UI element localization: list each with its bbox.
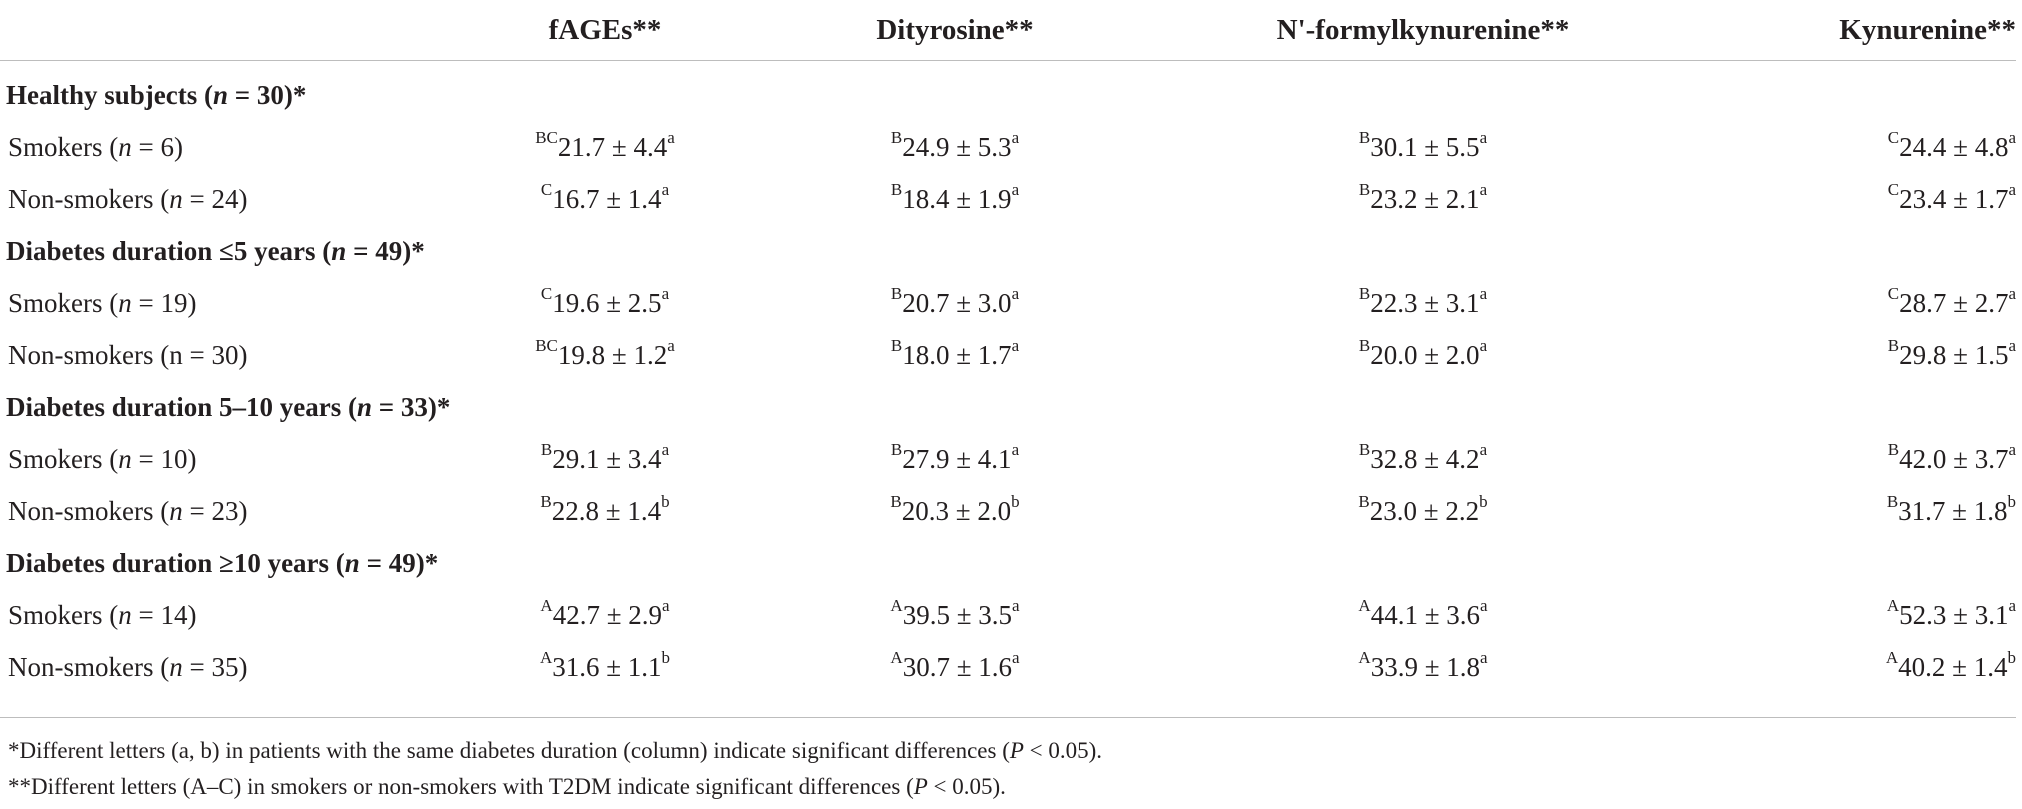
cell-value: 42.0 ± 3.7: [1899, 443, 2009, 474]
row-label-count: = 14): [131, 599, 197, 630]
cell-duration-letter: A: [540, 595, 553, 615]
row-label-count: = 6): [131, 131, 183, 162]
cell-value: 30.7 ± 1.6: [902, 651, 1013, 682]
cell-smoking-letter: a: [662, 595, 670, 615]
cell-n-formylkynurenine: [1130, 485, 1716, 537]
row-label-n: n: [118, 443, 132, 474]
cell-dityrosine: [780, 173, 1130, 225]
cell-duration-letter: B: [890, 127, 903, 147]
group-label-text: Healthy subjects (: [6, 79, 213, 110]
cell-fages: [430, 433, 780, 485]
group-header-row: [0, 381, 2016, 433]
table-body: [0, 61, 2016, 694]
cell-n-formylkynurenine: [1130, 277, 1716, 329]
cell-smoking-letter: a: [2008, 283, 2016, 303]
cell-smoking-letter: b: [1011, 491, 1020, 511]
cell-smoking-letter: a: [1011, 283, 1020, 303]
group-header-row: [0, 61, 2016, 122]
cell-smoking-letter: a: [2008, 179, 2016, 199]
cell-duration-letter: A: [1886, 595, 1900, 615]
cell-value: 32.8 ± 4.2: [1370, 443, 1480, 474]
cell-duration-letter: B: [540, 491, 552, 511]
row-label: [0, 589, 430, 641]
table-row: [0, 121, 2016, 173]
cell-smoking-letter: a: [2008, 595, 2016, 615]
cell-duration-letter: B: [890, 491, 902, 511]
group-header-row: [0, 225, 2016, 277]
cell-duration-letter: B: [1358, 283, 1371, 303]
group-label: [0, 381, 2016, 433]
cell-duration-letter: B: [1358, 439, 1371, 459]
cell-value: 33.9 ± 1.8: [1370, 651, 1481, 682]
cell-n-formylkynurenine: [1130, 641, 1716, 693]
cell-smoking-letter: a: [2008, 127, 2016, 147]
column-header-kynurenine: Kynurenine**: [1716, 0, 2016, 61]
row-label: [0, 485, 430, 537]
cell-smoking-letter: a: [1480, 595, 1488, 615]
cell-value: 20.0 ± 2.0: [1370, 339, 1480, 370]
cell-value: 16.7 ± 1.4: [552, 183, 662, 214]
cell-value: 28.7 ± 2.7: [1899, 287, 2009, 318]
cell-n-formylkynurenine: [1130, 433, 1716, 485]
row-label: [0, 433, 430, 485]
cell-duration-letter: B: [1358, 335, 1371, 355]
cell-duration-letter: C: [1887, 283, 1900, 303]
cell-duration-letter: B: [1358, 127, 1371, 147]
cell-smoking-letter: a: [661, 283, 670, 303]
group-label-n: n: [344, 547, 360, 578]
row-label-n: n: [169, 183, 183, 214]
group-label-text: Diabetes duration 5–10 years (: [6, 391, 357, 422]
row-label-text: Smokers (: [8, 131, 119, 162]
cell-value: 40.2 ± 1.4: [1898, 651, 2008, 682]
row-label-count: = 19): [131, 287, 197, 318]
cell-smoking-letter: a: [1479, 179, 1488, 199]
row-label-text: Non-smokers (: [8, 651, 170, 682]
footnote-2-text: **Different letters (A–C) in smokers or non-smokers with T2DM indicate significant differences (: [8, 774, 914, 799]
row-label-text: Non-smokers (: [8, 495, 170, 526]
column-header-n-formylkynurenine: N'-formylkynurenine**: [1130, 0, 1716, 61]
group-label-n: n: [331, 235, 347, 266]
cell-kynurenine: [1716, 433, 2016, 485]
cell-value: 20.3 ± 2.0: [901, 495, 1012, 526]
cell-value: 23.2 ± 2.1: [1370, 183, 1480, 214]
cell-smoking-letter: a: [1011, 179, 1020, 199]
cell-kynurenine: [1716, 121, 2016, 173]
cell-smoking-letter: a: [1011, 439, 1020, 459]
cell-fages: [430, 485, 780, 537]
cell-value: 23.4 ± 1.7: [1899, 183, 2009, 214]
cell-value: 23.0 ± 2.2: [1369, 495, 1480, 526]
cell-smoking-letter: a: [1012, 595, 1020, 615]
cell-value: 44.1 ± 3.6: [1370, 599, 1481, 630]
cell-duration-letter: A: [1358, 647, 1371, 667]
row-label-text: Non-smokers (n = 30): [8, 339, 248, 370]
cell-smoking-letter: a: [2008, 439, 2016, 459]
cell-value: 27.9 ± 4.1: [902, 443, 1012, 474]
group-label-text: Diabetes duration ≤5 years (: [6, 235, 332, 266]
cell-duration-letter: A: [1358, 595, 1371, 615]
cell-value: 22.8 ± 1.4: [551, 495, 662, 526]
table-bottom-rule: [0, 717, 2016, 718]
cell-smoking-letter: a: [1479, 439, 1488, 459]
row-label-text: Smokers (: [8, 443, 119, 474]
group-label: [0, 225, 2016, 277]
cell-smoking-letter: a: [1011, 127, 1020, 147]
cell-kynurenine: [1716, 589, 2016, 641]
group-header-row: [0, 537, 2016, 589]
cell-smoking-letter: b: [2007, 491, 2016, 511]
cell-fages: [430, 173, 780, 225]
cell-dityrosine: [780, 433, 1130, 485]
table-row: [0, 329, 2016, 381]
cell-duration-letter: B: [890, 335, 903, 355]
cell-duration-letter: B: [890, 439, 903, 459]
cell-value: 39.5 ± 3.5: [902, 599, 1013, 630]
table-row: [0, 589, 2016, 641]
row-label-count: = 10): [131, 443, 197, 474]
group-label-n: n: [212, 79, 229, 110]
footnote-2: [8, 774, 1006, 800]
cell-kynurenine: [1716, 485, 2016, 537]
cell-duration-letter: C: [540, 179, 553, 199]
row-label: [0, 329, 430, 381]
cell-smoking-letter: b: [661, 491, 670, 511]
cell-duration-letter: B: [890, 179, 903, 199]
footnote-1-p-symbol: P: [1009, 738, 1024, 763]
column-header-dityrosine: Dityrosine**: [780, 0, 1130, 61]
row-label: [0, 173, 430, 225]
table-row: [0, 641, 2016, 693]
group-label-n: n: [356, 391, 373, 422]
cell-duration-letter: B: [1886, 491, 1899, 511]
group-label-count: = 49)*: [346, 235, 425, 266]
row-label-text: Smokers (: [8, 599, 119, 630]
group-label: [0, 537, 2016, 589]
group-label: [0, 61, 2016, 122]
cell-n-formylkynurenine: [1130, 589, 1716, 641]
cell-fages: [430, 641, 780, 693]
cell-value: 19.8 ± 1.2: [557, 339, 668, 370]
group-label-count: = 49)*: [359, 547, 439, 578]
footnote-1-text: *Different letters (a, b) in patients with the same diabetes duration (column) indicate significant differences (: [8, 738, 1010, 763]
cell-smoking-letter: a: [1480, 647, 1488, 667]
row-label-count: = 23): [182, 495, 248, 526]
group-label-count: = 33)*: [372, 391, 451, 422]
cell-value: 24.4 ± 4.8: [1899, 131, 2009, 162]
cell-fages: [430, 589, 780, 641]
column-header-fages: fAGEs**: [430, 0, 780, 61]
cell-fages: [430, 121, 780, 173]
footnote-1: [8, 738, 1102, 764]
cell-fages: [430, 329, 780, 381]
cell-dityrosine: [780, 589, 1130, 641]
cell-dityrosine: [780, 277, 1130, 329]
row-label-n: n: [118, 131, 132, 162]
cell-value: 19.6 ± 2.5: [552, 287, 662, 318]
row-label-n: n: [169, 495, 183, 526]
group-label-text: Diabetes duration ≥10 years (: [6, 547, 345, 578]
cell-duration-letter: B: [890, 283, 903, 303]
cell-value: 24.9 ± 5.3: [902, 131, 1012, 162]
cell-smoking-letter: a: [667, 127, 675, 147]
table-row: [0, 485, 2016, 537]
cell-dityrosine: [780, 329, 1130, 381]
cell-duration-letter: BC: [535, 335, 558, 355]
cell-n-formylkynurenine: [1130, 329, 1716, 381]
cell-dityrosine: [780, 641, 1130, 693]
row-label-text: Smokers (: [8, 287, 119, 318]
cell-duration-letter: B: [1887, 439, 1900, 459]
row-label-count: = 35): [182, 651, 248, 682]
row-label-text: Non-smokers (: [8, 183, 170, 214]
cell-duration-letter: B: [540, 439, 553, 459]
footnote-2-text-end: < 0.05).: [927, 774, 1006, 799]
cell-smoking-letter: b: [661, 647, 671, 667]
cell-value: 18.4 ± 1.9: [902, 183, 1012, 214]
cell-smoking-letter: a: [2008, 335, 2016, 355]
cell-value: 31.6 ± 1.1: [552, 651, 662, 682]
row-label: [0, 121, 430, 173]
cell-value: 29.1 ± 3.4: [552, 443, 662, 474]
row-label: [0, 277, 430, 329]
row-label-count: = 24): [182, 183, 248, 214]
row-label-n: n: [118, 287, 132, 318]
cell-smoking-letter: a: [661, 179, 670, 199]
cell-duration-letter: B: [1358, 179, 1371, 199]
row-label-n: n: [169, 651, 183, 682]
cell-value: 22.3 ± 3.1: [1370, 287, 1480, 318]
cell-smoking-letter: a: [1011, 335, 1020, 355]
cell-dityrosine: [780, 485, 1130, 537]
cell-duration-letter: A: [539, 647, 553, 667]
footnote-1-text-end: < 0.05).: [1023, 738, 1103, 763]
cell-smoking-letter: b: [2007, 647, 2016, 667]
cell-duration-letter: A: [890, 595, 903, 615]
table-row: [0, 277, 2016, 329]
cell-value: 31.7 ± 1.8: [1898, 495, 2008, 526]
cell-smoking-letter: a: [1479, 127, 1488, 147]
footnote-2-p-symbol: P: [913, 774, 928, 799]
cell-n-formylkynurenine: [1130, 173, 1716, 225]
cell-duration-letter: A: [1885, 647, 1899, 667]
header-row: [0, 0, 2016, 61]
cell-duration-letter: B: [1887, 335, 1900, 355]
cell-kynurenine: [1716, 329, 2016, 381]
table-row: [0, 173, 2016, 225]
row-label-n: n: [118, 599, 132, 630]
row-label: [0, 641, 430, 693]
cell-value: 30.1 ± 5.5: [1370, 131, 1480, 162]
corner-cell: [0, 0, 430, 61]
cell-kynurenine: [1716, 173, 2016, 225]
cell-value: 52.3 ± 3.1: [1899, 599, 2009, 630]
cell-duration-letter: BC: [535, 127, 558, 147]
table-row: [0, 433, 2016, 485]
cell-value: 29.8 ± 1.5: [1899, 339, 2009, 370]
cell-kynurenine: [1716, 641, 2016, 693]
group-label-count: = 30)*: [228, 79, 307, 110]
cell-dityrosine: [780, 121, 1130, 173]
cell-value: 21.7 ± 4.4: [557, 131, 668, 162]
cell-smoking-letter: a: [1479, 335, 1488, 355]
cell-value: 20.7 ± 3.0: [902, 287, 1012, 318]
cell-smoking-letter: b: [1479, 491, 1488, 511]
cell-kynurenine: [1716, 277, 2016, 329]
cell-fages: [430, 277, 780, 329]
cell-smoking-letter: a: [661, 439, 670, 459]
cell-duration-letter: C: [1887, 179, 1900, 199]
cell-duration-letter: C: [540, 283, 553, 303]
cell-smoking-letter: a: [1479, 283, 1488, 303]
cell-smoking-letter: a: [667, 335, 675, 355]
cell-smoking-letter: a: [1012, 647, 1020, 667]
cell-duration-letter: B: [1358, 491, 1370, 511]
cell-value: 18.0 ± 1.7: [902, 339, 1012, 370]
cell-value: 42.7 ± 2.9: [552, 599, 663, 630]
cell-n-formylkynurenine: [1130, 121, 1716, 173]
cell-duration-letter: A: [890, 647, 903, 667]
cell-duration-letter: C: [1887, 127, 1900, 147]
